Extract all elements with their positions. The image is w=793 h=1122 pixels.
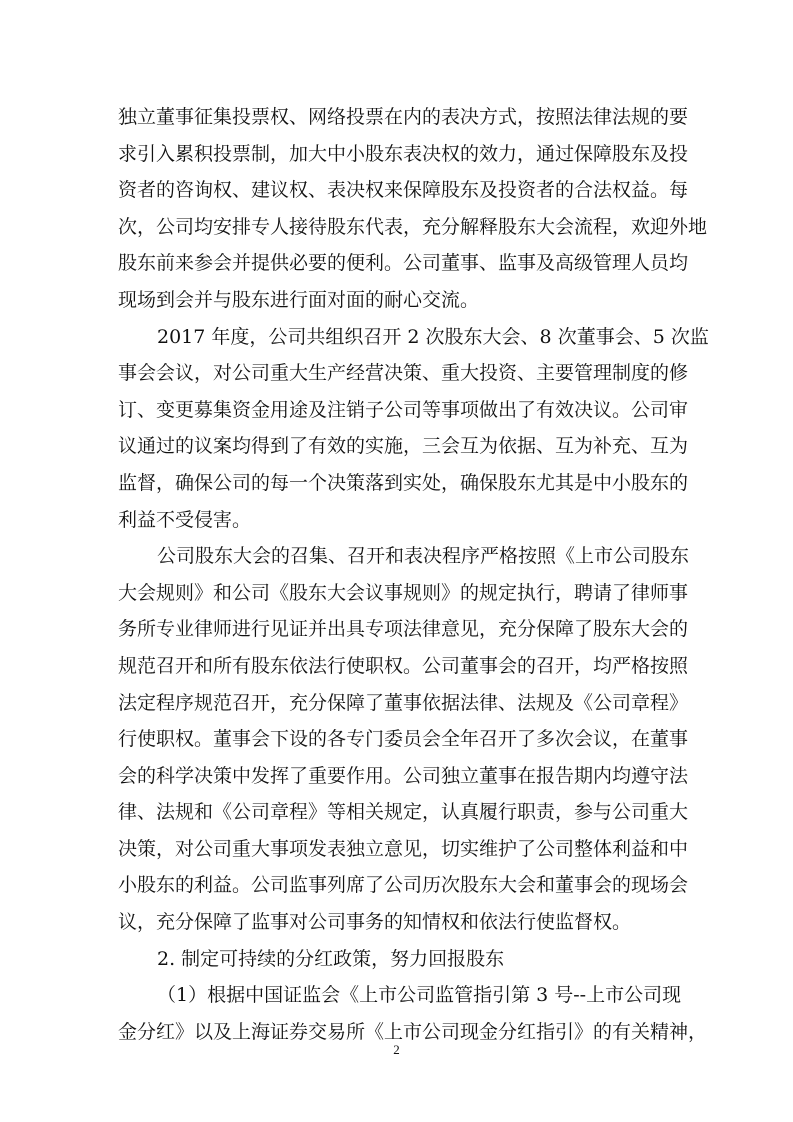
text-line: 法定程序规范召开，充分保障了董事依据法律、法规及《公司章程》: [118, 691, 689, 714]
document-body: [118, 99, 709, 1050]
text-line: 次，公司均安排专人接待股东代表，充分解释股东大会流程，欢迎外地: [118, 215, 708, 238]
text-line: 求引入累积投票制，加大中小股东表决权的效力，通过保障股东及投: [118, 142, 689, 165]
text-line: 大会规则》和公司《股东大会议事规则》的规定执行，聘请了律师事: [118, 581, 689, 604]
text-line: 现场到会并与股东进行面对面的耐心交流。: [118, 288, 480, 311]
text-line: 利益不受侵害。: [118, 508, 252, 531]
text-line: 议通过的议案均得到了有效的实施，三会互为依据、互为补充、互为: [118, 435, 689, 458]
text-line: 独立董事征集投票权、网络投票在内的表决方式，按照法律法规的要: [118, 106, 689, 128]
text-line: 议，充分保障了监事对公司事务的知情权和依法行使监督权。: [118, 911, 632, 934]
text-line: 会的科学决策中发挥了重要作用。公司独立董事在报告期内均遵守法: [118, 764, 689, 787]
text-line: 事会会议，对公司重大生产经营决策、重大投资、主要管理制度的修: [118, 362, 689, 385]
text-line: 决策，对公司重大事项发表独立意见，切实维护了公司整体利益和中: [118, 837, 689, 860]
text-line: 股东前来参会并提供必要的便利。公司董事、监事及高级管理人员均: [118, 252, 689, 275]
text-line: 务所专业律师进行见证并出具专项法律意见，充分保障了股东大会的: [118, 618, 689, 641]
text-line: 规范召开和所有股东依法行使职权。公司董事会的召开，均严格按照: [118, 654, 689, 677]
paragraph-start-line: （1）根据中国证监会《上市公司监管指引第 3 号--上市公司现: [157, 984, 682, 1007]
section-heading: 2. 制定可持续的分红政策，努力回报股东: [157, 947, 505, 970]
text-line: 律、法规和《公司章程》等相关规定，认真履行职责，参与公司重大: [118, 801, 689, 824]
text-line: 资者的咨询权、建议权、表决权来保障股东及投资者的合法权益。每: [118, 179, 689, 202]
text-line: 行使职权。董事会下设的各专门委员会全年召开了多次会议，在董事: [118, 728, 689, 751]
text-line: 订、变更募集资金用途及注销子公司等事项做出了有效决议。公司审: [118, 398, 689, 421]
page-number: 2: [393, 1042, 400, 1057]
text-line: 金分红》以及上海证券交易所《上市公司现金分红指引》的有关精神，: [118, 1020, 708, 1043]
paragraph-start-line: 2017 年度，公司共组织召开 2 次股东大会、8 次董事会、5 次监: [157, 325, 709, 348]
text-line: 小股东的利益。公司监事列席了公司历次股东大会和董事会的现场会: [118, 874, 689, 897]
paragraph-start-line: 公司股东大会的召集、召开和表决程序严格按照《上市公司股东: [157, 545, 690, 568]
text-line: 监督，确保公司的每一个决策落到实处，确保股东尤其是中小股东的: [118, 471, 689, 494]
